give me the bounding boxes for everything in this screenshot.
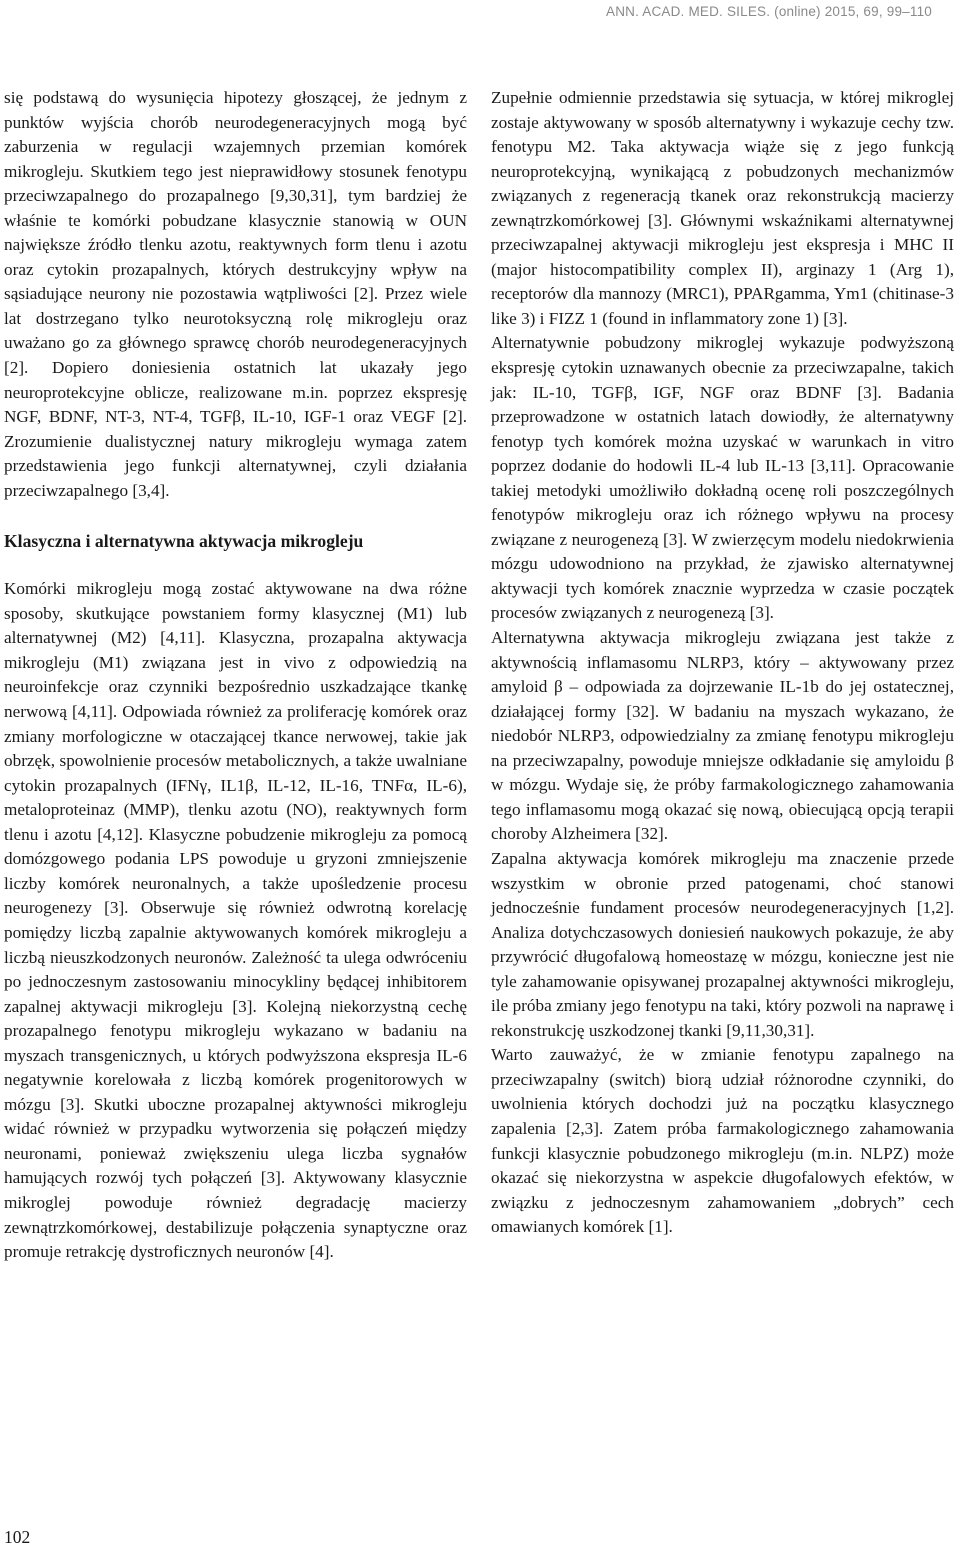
right-column	[491, 86, 954, 1265]
running-header: ANN. ACAD. MED. SILES. (online) 2015, 69, 99–110	[605, 4, 932, 19]
body-paragraph: Komórki mikrogleju mogą zostać aktywowane na dwa różne sposoby, skutkujące powstaniem formy klasycznej (M1) lub alternatywnej (M2) [4,11]. Klasyczna, prozapalna aktywacja mikrogleju (M1) związana jest in vivo z odpowiedzią na neuroinfekcje oraz czynniki bezpośrednio uszkadzające tkankę nerwową [4,11]. Odpowiada również za proliferację komórek oraz zmiany morfologiczne w otaczającej tkance nerwowej, takie jak obrzęk, spowolnienie procesów metabolicznych, a także uwalniane cytokin prozapalnych (IFNγ, IL1β, IL-12, IL-16, TNFα, IL-6), metaloproteinaz (MMP), tlenku azotu (NO), reaktywnych form tlenu i azotu [4,12]. Klasyczne pobudzenie mikrogleju za pomocą domózgowego podania LPS powoduje u gryzoni zmniejszenie liczby komórek neuronalnych, a także upośledzenie procesu neurogenezy [3]. Obserwuje się również odwrotną korelację pomiędzy liczbą zapalnie aktywowanych komórek mikrogleju a liczbą nieuszkodzonych neuronów. Zależność ta ulega odwróceniu po jednoczesnym zastosowaniu minocykliny będącej inhibitorem zapalnej aktywacji mikrogleju [3]. Kolejną niekorzystną cechę prozapalnego fenotypu mikrogleju wykazano w badaniu na myszach transgenicznych, u których podwyższona ekspresja IL-6 negatywnie korelowała z liczbą komórek progenitorowych w mózgu [3]. Skutki uboczne prozapalnej aktywności mikrogleju widać również w przypadku wytworzenia się połączeń między neuronami, ponieważ zwiększeniu ulega liczba sygnałów hamujących rozwój tych połączeń [3]. Aktywowany klasycznie mikroglej powoduje również degradację macierzy zewnątrzkomórkowej, destabilizuje połączenia synaptyczne oraz promuje retrakcję dystroficznych neuronów [4].	[4, 579, 467, 1262]
body-paragraph: Zupełnie odmiennie przedstawia się sytuacja, w której mikroglej zostaje aktywowany w sposób alternatywny i wykazuje cechy tzw. fenotypu M2. Taka aktywacja wiąże się z jego funkcją neuroprotekcyjną, wynikającą z pobudzonych mechanizmów związanych z regeneracją tkanek oraz rekonstrukcją macierzy zewnątrzkomórkowej [3]. Głównymi wskaźnikami alternatywnej przeciwzapalnej aktywacji mikrogleju jest ekspresja i MHC II (major histocompatibility complex II), arginazy 1 (Arg 1), receptorów dla mannozy (MRC1), PPARgamma, Ym1 (chitinase-3 like 3) i FIZZ 1 (found in inflammatory zone 1) [3].	[491, 88, 954, 328]
body-paragraph: się podstawą do wysunięcia hipotezy głoszącej, że jednym z punktów wyjścia chorób neurodegeneracyjnych mogą być zaburzenia w regulacji wzajemnych przemian komórek mikrogleju. Skutkiem tego jest nieprawidłowy stosunek fenotypu przeciwzapalnego do prozapalnego [9,30,31], tym bardziej że właśnie te komórki pobudzane klasycznie stanowią w OUN największe źródło tlenku azotu, reaktywnych form tlenu i azotu oraz cytokin prozapalnych, których destrukcyjny wpływ na sąsiadujące neurony nie pozostawia wątpliwości [2]. Przez wiele lat dostrzegano tylko neurotoksyczną rolę mikrogleju oraz uważano go za głównego sprawcę chorób neurodegeneracyjnych [2]. Dopiero doniesienia ostatnich lat ukazały jego neuroprotekcyjne oblicze, realizowane m.in. poprzez ekspresję NGF, BDNF, NT-3, NT-4, TGFβ, IL-10, IGF-1 oraz VEGF [2]. Zrozumienie dualistycznej natury mikrogleju wymaga zatem przedstawienia jego funkcji alternatywnej, czyli działania przeciwzapalnego [3,4].	[4, 88, 467, 500]
body-paragraph: Zapalna aktywacja komórek mikrogleju ma znaczenie przede wszystkim w obronie przed patogenami, choć stanowi jednocześnie fundament procesów neurodegeneracyjnych [1,2]. Analiza dotychczasowych doniesień naukowych pokazuje, że aby przywrócić długofalową homeostazę w mózgu, konieczne jest nie tyle zahamowanie opisywanej prozapalnej aktywności mikrogleju, ile próba zmiany jego fenotypu na taki, który pozwoli na naprawę i rekonstrukcję uszkodzonej tkanki [9,11,30,31].	[491, 848, 954, 1040]
article-body	[4, 86, 954, 1265]
section-heading: Klasyczna i alternatywna aktywacja mikrogleju	[4, 531, 364, 552]
page-number: 102	[4, 1527, 31, 1547]
body-paragraph: Alternatywna aktywacja mikrogleju związana jest także z aktywnością inflamasomu NLRP3, który – aktywowany przez amyloid β – odpowiada za dojrzewanie IL-1b do jej ostatecznej, działającej formy [32]. W badaniu na myszach wykazano, że niedobór NLRP3, odpowiedzialny za zmianę fenotypu mikrogleju na przeciwzapalny, powoduje mniejsze odkładanie się amyloidu β w mózgu. Wydaje się, że próby farmakologicznego zahamowania tego inflamasomu mogą okazać się nową, obiecującą opcją terapii choroby Alzheimera [32].	[491, 628, 954, 844]
body-paragraph: Warto zauważyć, że w zmianie fenotypu zapalnego na przeciwzapalny (switch) biorą udział różnorodne czynniki, do uwolnienia których dochodzi już na początku klasycznego zapalenia [2,3]. Zatem próba farmakologicznego zahamowania funkcji klasycznie pobudzonego mikrogleju (m.in. NLPZ) może okazać się niekorzystna w aspekcie długofalowych efektów, w związku z jednoczesnym zahamowaniem „dobrych” cech omawianych komórek [1].	[491, 1045, 954, 1237]
body-paragraph: Alternatywnie pobudzony mikroglej wykazuje podwyższoną ekspresję cytokin uznawanych obecnie za przeciwzapalne, takich jak: IL-10, TGFβ, IGF, NGF oraz BDNF [3]. Badania przeprowadzone w ostatnich latach dowiodły, że alternatywny fenotyp tych komórek można uzyskać w warunkach in vitro poprzez dodanie do hodowli IL-4 lub IL-13 [3,11]. Opracowanie takiej metodyki umożliwiło dokładną ocenę roli poszczególnych fenotypów mikrogleju oraz ich różnego wpływu na procesy związane z neurogenezą [3]. W zwierzęcym modelu niedokrwienia mózgu udowodniono na przykład, że zjawisko alternatywnej aktywacji tych komórek znacznie wyprzedza w czasie początek procesów związanych z neurogenezą [3].	[491, 333, 954, 623]
left-column	[4, 86, 467, 1265]
